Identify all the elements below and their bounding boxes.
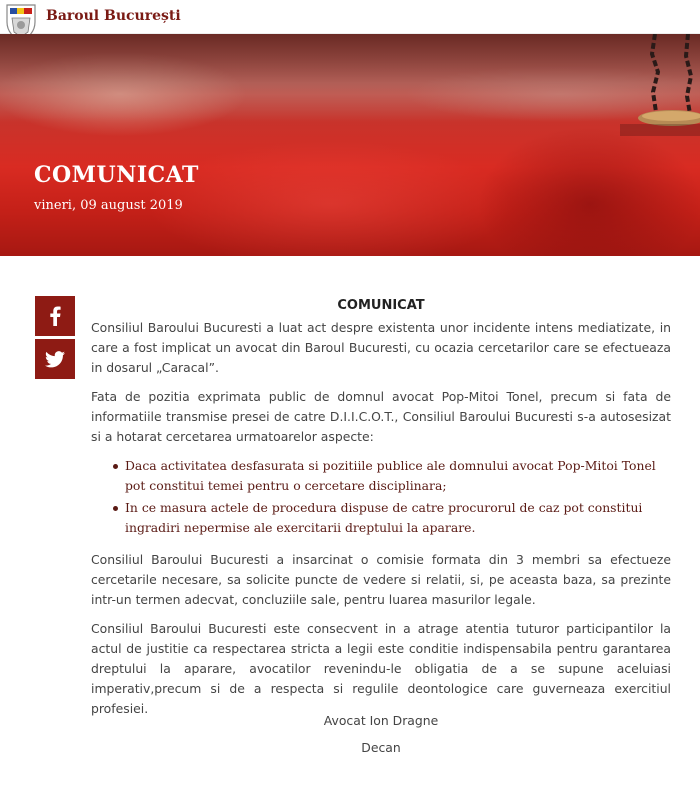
publish-date: vineri, 09 august 2019 <box>34 198 183 213</box>
page-title: COMUNICAT <box>34 162 199 188</box>
top-navbar <box>0 0 700 34</box>
signature-role: Decan <box>361 740 401 755</box>
hero-banner <box>0 34 700 256</box>
justice-scale-icon <box>560 34 700 154</box>
twitter-share-button[interactable] <box>35 339 75 379</box>
twitter-icon <box>45 351 65 368</box>
article-paragraph-1: Consiliul Baroului Bucuresti a luat act despre existenta unor incidente intens mediatizate, in care a fost implicat un avocat din Baroul Bucuresti, cu ocazia cercetarilor care se efectueaza in dosarul „Caracal”. <box>91 320 671 375</box>
article-paragraph-4: Consiliul Baroului Bucuresti este consecvent in a atrage atentia tuturor participantilor la actul de justitie ca respectarea stricta a legii este conditie indispensabila pentru garantarea dreptului la aparare, avocatilor revenindu-le obligatia de a se supune aceluiasi imperativ,precum si de a respecta si regulile deontologice care guverneaza exercitiul profesiei. <box>91 621 671 716</box>
article-paragraph-2: Fata de pozitia exprimata public de domnul avocat Pop-Mitoi Tonel, precum si fata de informatiile transmise presei de catre D.I.I.C.O.T., Consiliul Baroului Bucuresti s-a autosesizat si a hotarat cercetarea urmatoarelor aspecte: <box>91 389 671 444</box>
signature-name: Avocat Ion Dragne <box>323 713 439 728</box>
brand-title[interactable]: Baroul București <box>46 8 181 24</box>
article-bullet-list <box>125 456 671 538</box>
facebook-share-button[interactable] <box>35 296 75 336</box>
article-heading: COMUNICAT <box>337 298 425 313</box>
list-item: In ce masura actele de procedura dispuse de catre procurorul de caz pot constitui ingradiri nepermise ale exercitarii dreptului la aparare. <box>125 498 671 538</box>
article-paragraph-3: Consiliul Baroului Bucuresti a insarcinat o comisie formata din 3 membri sa efectueze cercetarile necesare, sa solicite puncte de vedere si relatii, si, pe aceasta baza, sa prezinte intr-un termen adecvat, concluziile sale, pentru luarea masurilor legale. <box>91 552 671 607</box>
facebook-icon <box>48 306 62 326</box>
article-body <box>91 296 671 728</box>
list-item: Daca activitatea desfasurata si pozitiile publice ale domnului avocat Pop-Mitoi Tonel pot constitui temei pentru o cercetare disciplinara; <box>125 456 671 496</box>
